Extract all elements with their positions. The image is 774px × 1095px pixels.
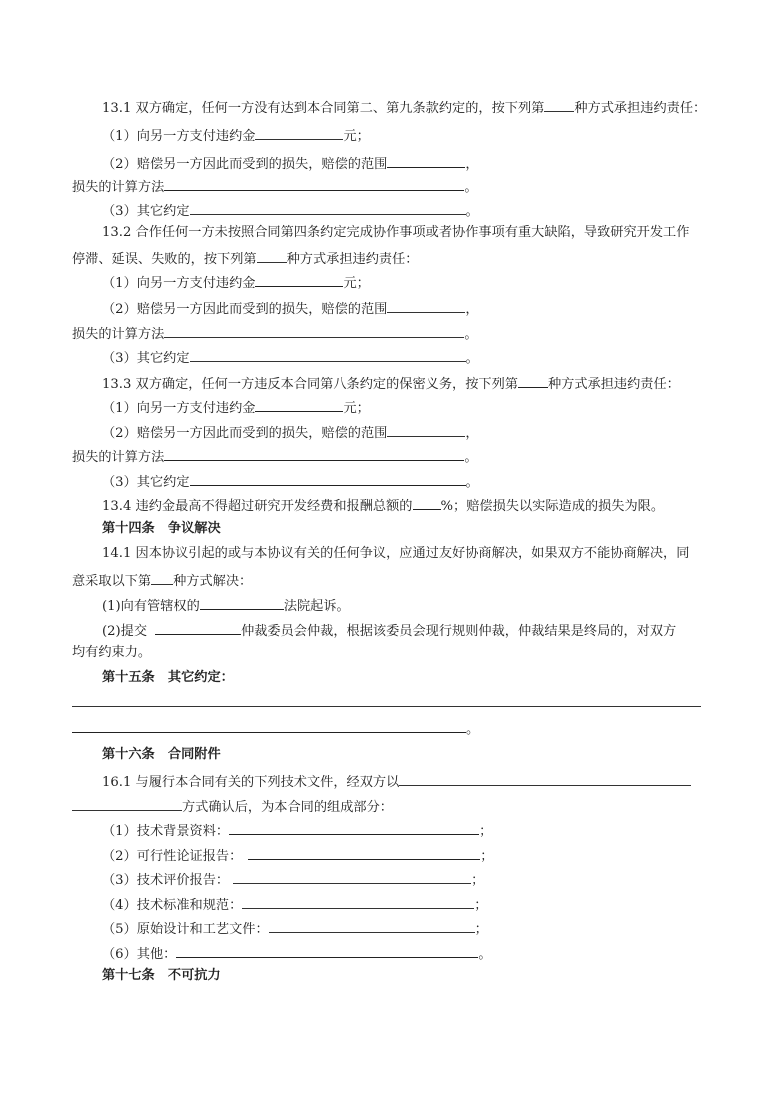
- option-text-end: 。: [465, 475, 479, 490]
- blank-calc-method[interactable]: [164, 176, 464, 191]
- clause-16-1: [102, 771, 691, 789]
- attachment-end: ；: [474, 922, 488, 937]
- clause-13-2-cont: [72, 248, 419, 266]
- attachment-item-3: [102, 869, 484, 887]
- option-text-end: ，: [465, 426, 479, 441]
- attachment-item-4: [102, 894, 487, 912]
- calc-label: 损失的计算方法: [72, 450, 165, 465]
- clause-13-3-calc: [72, 446, 478, 464]
- attachment-item-5: [102, 918, 488, 936]
- clause-13-2-text-end: 种方式承担违约责任：: [286, 252, 419, 267]
- clause-13-3-option-3: [102, 471, 479, 489]
- attachment-label: （3）技术评价报告：: [102, 873, 230, 888]
- blank-attachment[interactable]: [229, 820, 479, 835]
- clause-13-1-text-end: 种方式承担违约责任：: [574, 101, 707, 116]
- calc-label: 损失的计算方法: [72, 180, 165, 195]
- clause-13-3: [102, 373, 680, 391]
- option-text-end: 元；: [343, 276, 370, 291]
- option-text-end: 。: [465, 351, 479, 366]
- article-15-end: 。: [466, 722, 480, 737]
- blank-penalty-amount[interactable]: [255, 397, 343, 412]
- clause-13-1-option-3: [102, 200, 479, 218]
- attachment-item-6: [102, 943, 492, 961]
- option-text-end: 。: [465, 204, 479, 219]
- option-text: (2)提交: [102, 624, 148, 639]
- clause-13-2-option-2: [102, 298, 479, 316]
- article-16-title: 第十六条 合同附件: [102, 747, 221, 762]
- clause-14-1-text-end: 种方式解决：: [173, 574, 253, 589]
- blank-compensation-scope[interactable]: [387, 422, 465, 437]
- blank-attachment[interactable]: [269, 918, 475, 933]
- dispute-option-1: [102, 595, 350, 613]
- calc-label: 损失的计算方法: [72, 327, 165, 342]
- article-17-title: 第十七条 不可抗力: [102, 968, 221, 983]
- option-text-end: 法院起诉。: [283, 599, 350, 614]
- option-text-cont: 均有约束力。: [72, 645, 152, 660]
- blank-confirm-method-cont[interactable]: [72, 796, 182, 811]
- attachment-end: ；: [474, 898, 488, 913]
- blank-penalty-amount[interactable]: [255, 125, 343, 140]
- attachment-item-1: [102, 820, 492, 838]
- blank-other-agreement-line-2[interactable]: [72, 718, 466, 733]
- blank-other-agreement[interactable]: [190, 200, 466, 215]
- blank-court-name[interactable]: [200, 595, 284, 610]
- clause-13-2-option-3: [102, 347, 479, 365]
- clause-13-2-text: 13.2 合作任何一方未按照合同第四条约定完成协作事项或者协作事项有重大缺陷，导致研究开发工作: [102, 225, 690, 240]
- option-text-end: ，: [465, 302, 479, 317]
- article-15-title: 第十五条 其它约定：: [102, 670, 234, 685]
- dispute-option-2-cont: [72, 644, 151, 662]
- clause-14-1: [102, 545, 689, 563]
- clause-14-1-cont: [72, 570, 252, 588]
- blank-other-agreement-line-1[interactable]: [72, 706, 701, 707]
- calc-end: 。: [464, 327, 478, 342]
- attachment-label: （2）可行性论证报告：: [102, 849, 243, 864]
- clause-13-4-text-end: %；赔偿损失以实际造成的损失为限。: [440, 499, 665, 514]
- option-text-end: 元；: [343, 401, 370, 416]
- blank-compensation-scope[interactable]: [387, 298, 465, 313]
- attachment-end: ；: [480, 849, 494, 864]
- attachment-label: （4）技术标准和规范：: [102, 898, 243, 913]
- option-text: （2）赔偿另一方因此而受到的损失，赔偿的范围: [102, 426, 388, 441]
- clause-16-1-cont: [72, 796, 393, 814]
- article-14-title: 第十四条 争议解决: [102, 521, 221, 536]
- blank-other-agreement[interactable]: [190, 471, 466, 486]
- blank-method-number[interactable]: [544, 97, 574, 112]
- option-text: （1）向另一方支付违约金: [102, 276, 256, 291]
- attachment-end: ；: [471, 873, 485, 888]
- blank-attachment[interactable]: [242, 894, 474, 909]
- blank-dispute-method[interactable]: [151, 570, 173, 585]
- clause-13-2: [102, 224, 689, 242]
- attachment-label: （5）原始设计和工艺文件：: [102, 922, 269, 937]
- article-15-line-2: [72, 718, 479, 736]
- attachment-label: （1）技术背景资料：: [102, 824, 230, 839]
- blank-penalty-amount[interactable]: [255, 272, 343, 287]
- attachment-end: ；: [479, 824, 493, 839]
- option-text: （3）其它约定: [102, 351, 190, 366]
- option-text: （2）赔偿另一方因此而受到的损失，赔偿的范围: [102, 157, 388, 172]
- option-text-end: 元；: [343, 129, 370, 144]
- blank-penalty-percent[interactable]: [413, 495, 441, 510]
- option-text: （1）向另一方支付违约金: [102, 129, 256, 144]
- clause-13-1: [102, 97, 706, 115]
- clause-13-3-option-2: [102, 422, 479, 440]
- blank-calc-method[interactable]: [164, 446, 464, 461]
- option-text: （3）其它约定: [102, 475, 190, 490]
- clause-13-2-option-1: [102, 272, 370, 290]
- clause-13-1-text: 13.1 双方确定，任何一方没有达到本合同第二、第九条款约定的，按下列第: [102, 101, 545, 116]
- clause-14-1-text-cont: 意采取以下第: [72, 574, 152, 589]
- attachment-label: （6）其他：: [102, 947, 177, 962]
- option-text-end: ，: [465, 157, 479, 172]
- calc-end: 。: [464, 450, 478, 465]
- clause-13-3-option-1: [102, 397, 370, 415]
- option-text-end: 仲裁委员会仲裁，根据该委员会现行规则仲裁，仲裁结果是终局的，对双方: [241, 624, 677, 639]
- calc-end: 。: [464, 180, 478, 195]
- option-text: (1)向有管辖权的: [102, 599, 200, 614]
- clause-13-1-option-2: [102, 153, 479, 171]
- clause-13-3-text: 13.3 双方确定，任何一方违反本合同第八条约定的保密义务，按下列第: [102, 377, 518, 392]
- clause-13-2-text-cont: 停滞、延误、失败的，按下列第: [72, 252, 257, 267]
- blank-confirm-method[interactable]: [399, 771, 691, 786]
- clause-13-1-calc: [72, 176, 478, 194]
- clause-13-4: [102, 495, 664, 513]
- blank-attachment[interactable]: [233, 869, 471, 884]
- clause-16-1-text-end: 方式确认后，为本合同的组成部分：: [182, 800, 393, 815]
- blank-attachment[interactable]: [176, 943, 478, 958]
- blank-other-agreement[interactable]: [190, 347, 466, 362]
- attachment-item-2: [102, 845, 493, 863]
- clause-13-4-text: 13.4 违约金最高不得超过研究开发经费和报酬总额的: [102, 499, 413, 514]
- blank-method-number[interactable]: [518, 373, 548, 388]
- blank-arbitration-commission[interactable]: [155, 620, 241, 635]
- dispute-option-2: [102, 620, 676, 638]
- option-text: （2）赔偿另一方因此而受到的损失，赔偿的范围: [102, 302, 388, 317]
- clause-13-1-option-1: [102, 125, 370, 143]
- option-text: （1）向另一方支付违约金: [102, 401, 256, 416]
- blank-compensation-scope[interactable]: [387, 153, 465, 168]
- attachment-end: 。: [478, 947, 492, 962]
- clause-16-1-text: 16.1 与履行本合同有关的下列技术文件，经双方以: [102, 775, 400, 790]
- clause-14-1-text: 14.1 因本协议引起的或与本协议有关的任何争议，应通过友好协商解决，如果双方不能协商解决，同: [102, 546, 690, 561]
- blank-calc-method[interactable]: [164, 323, 464, 338]
- blank-method-number[interactable]: [257, 248, 287, 263]
- option-text: （3）其它约定: [102, 204, 190, 219]
- blank-attachment[interactable]: [248, 845, 480, 860]
- clause-13-2-calc: [72, 323, 478, 341]
- clause-13-3-text-end: 种方式承担违约责任：: [548, 377, 680, 392]
